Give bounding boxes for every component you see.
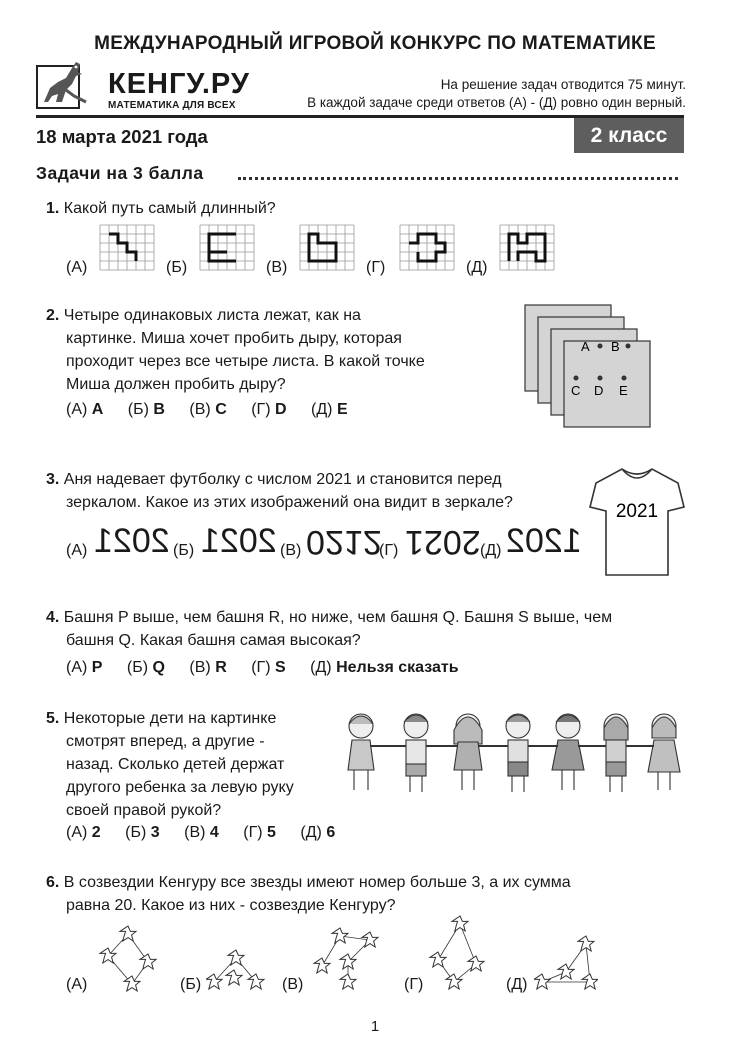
brand-name: КЕНГУ.РУ bbox=[108, 68, 250, 100]
q4-answers bbox=[66, 659, 459, 677]
question-2-line-1: Четыре одинаковых листа лежат, как на bbox=[63, 307, 361, 324]
question-5 bbox=[46, 707, 326, 822]
q3-tshirt bbox=[588, 465, 686, 580]
q6-option-c: (В) bbox=[282, 976, 304, 993]
q3-option-e-label: (Д) bbox=[480, 542, 502, 559]
q5-answer-e: 6 bbox=[326, 824, 336, 841]
q5-answer-c-label: (В) bbox=[184, 824, 206, 841]
q1-paths bbox=[66, 221, 686, 281]
q1-option-d: (Г) bbox=[366, 259, 386, 276]
q3-option-a-label: (А) bbox=[66, 542, 88, 559]
question-1-text: Какой путь самый длинный? bbox=[63, 200, 276, 217]
q2-sheets-figure bbox=[523, 303, 658, 431]
q5-answer-b-label: (Б) bbox=[125, 824, 147, 841]
question-4-number: 4. bbox=[46, 609, 60, 626]
question-5-line-1: Некоторые дети на картинке bbox=[63, 710, 277, 727]
q4-answer-a-label: (А) bbox=[66, 659, 88, 676]
question-2-number: 2. bbox=[46, 307, 60, 324]
q3-option-b-label: (Б) bbox=[173, 542, 195, 559]
question-5-line-4: другого ребенка за левую руку bbox=[66, 779, 294, 796]
question-1-number: 1. bbox=[46, 200, 60, 217]
q5-children-figure bbox=[336, 706, 686, 798]
q6-option-b: (Б) bbox=[180, 976, 202, 993]
q5-answer-e-label: (Д) bbox=[300, 824, 322, 841]
question-4-line-1: Башня P выше, чем башня R, но ниже, чем башня Q. Башня S выше, чем bbox=[63, 609, 613, 626]
q2-answer-e-label: (Д) bbox=[311, 401, 333, 418]
q3-option-b-figure: 2021 bbox=[201, 522, 277, 560]
q2-answer-c-label: (В) bbox=[189, 401, 211, 418]
kangaroo-logo bbox=[36, 58, 96, 110]
q5-answer-d: 5 bbox=[267, 824, 276, 841]
q1-option-c: (В) bbox=[266, 259, 288, 276]
q6-constellation-e bbox=[534, 932, 598, 992]
q4-answer-c: R bbox=[215, 659, 227, 676]
question-3-line-1: Аня надевает футболку с числом 2021 и становится перед bbox=[63, 471, 502, 488]
q1-path-c bbox=[296, 221, 356, 271]
q4-answer-e-label: (Д) bbox=[310, 659, 332, 676]
q2-answer-a-label: (А) bbox=[66, 401, 88, 418]
question-6-line-2: равна 20. Какое из них - созвездие Кенгуру? bbox=[66, 897, 396, 914]
q4-answer-a: P bbox=[91, 659, 103, 676]
page-number: 1 bbox=[370, 1018, 380, 1035]
q1-path-e bbox=[496, 221, 556, 271]
q1-path-b bbox=[196, 221, 256, 271]
q3-option-c-label: (В) bbox=[280, 542, 302, 559]
q3-option-a-figure: 2021 bbox=[94, 522, 170, 560]
q3-options bbox=[66, 522, 586, 562]
q1-option-b: (Б) bbox=[166, 259, 188, 276]
point-c-label: C bbox=[571, 383, 581, 398]
question-4 bbox=[46, 606, 706, 652]
point-e-label: E bbox=[619, 383, 628, 398]
q6-option-d: (Г) bbox=[404, 976, 424, 993]
q6-constellations bbox=[66, 920, 606, 1000]
q4-answer-d-label: (Г) bbox=[251, 659, 271, 676]
q2-answer-b: B bbox=[153, 401, 165, 418]
q2-answer-d-label: (Г) bbox=[251, 401, 271, 418]
question-2-line-3: проходит через все четыре листа. В какой точке bbox=[66, 353, 425, 370]
point-a-label: A bbox=[581, 339, 590, 354]
q3-option-d-figure: 2021 bbox=[405, 523, 481, 561]
rules-text bbox=[307, 76, 686, 112]
q6-option-e: (Д) bbox=[506, 976, 528, 993]
question-2-line-2: картинке. Миша хочет пробить дыру, которая bbox=[66, 330, 402, 347]
q5-answer-a-label: (А) bbox=[66, 824, 88, 841]
question-6-line-1: В созвездии Кенгуру все звезды имеют номер больше 3, а их сумма bbox=[63, 874, 571, 891]
question-1 bbox=[46, 197, 276, 220]
question-6 bbox=[46, 871, 706, 917]
question-3 bbox=[46, 468, 586, 514]
section-dotted-rule bbox=[238, 177, 678, 180]
q2-answer-c: C bbox=[215, 401, 227, 418]
q6-constellation-d bbox=[424, 914, 494, 994]
q4-answer-e: Нельзя сказать bbox=[336, 659, 459, 676]
rule-line-2: В каждой задаче среди ответов (А) - (Д) ровно один верный. bbox=[307, 95, 686, 110]
question-4-line-2: башня Q. Какая башня самая высокая? bbox=[66, 632, 361, 649]
q6-option-a: (А) bbox=[66, 976, 88, 993]
q4-answer-b: Q bbox=[152, 659, 165, 676]
section-title: Задачи на 3 балла bbox=[36, 163, 204, 183]
point-b-label: B bbox=[611, 339, 620, 354]
point-d-label: D bbox=[594, 383, 604, 398]
contest-title: МЕЖДУНАРОДНЫЙ ИГРОВОЙ КОНКУРС ПО МАТЕМАТИКЕ bbox=[94, 33, 656, 54]
question-3-number: 3. bbox=[46, 471, 60, 488]
question-2 bbox=[46, 304, 506, 396]
contest-date: 18 марта 2021 года bbox=[36, 126, 208, 147]
q2-answer-b-label: (Б) bbox=[127, 401, 149, 418]
brand-subtitle: МАТЕМАТИКА ДЛЯ ВСЕХ bbox=[108, 100, 236, 111]
q1-path-a bbox=[96, 221, 156, 271]
q2-answer-e: E bbox=[336, 401, 348, 418]
q5-answers bbox=[66, 824, 335, 842]
question-5-line-2: смотрят вперед, а другие - bbox=[66, 733, 265, 750]
rule-line-1: На решение задач отводится 75 минут. bbox=[440, 77, 686, 92]
q4-answer-b-label: (Б) bbox=[126, 659, 149, 676]
q5-answer-d-label: (Г) bbox=[243, 824, 263, 841]
q5-answer-b: 3 bbox=[150, 824, 160, 841]
q2-answer-d: D bbox=[275, 401, 287, 418]
q2-answer-a: A bbox=[91, 401, 104, 418]
q1-option-e: (Д) bbox=[466, 259, 488, 276]
q6-constellation-c bbox=[312, 920, 388, 996]
q4-answer-d: S bbox=[275, 659, 286, 676]
q1-option-a: (А) bbox=[66, 259, 88, 276]
q1-path-d bbox=[396, 221, 456, 271]
q5-answer-a: 2 bbox=[91, 824, 101, 841]
question-5-line-3: назад. Сколько детей держат bbox=[66, 756, 285, 773]
question-6-number: 6. bbox=[46, 874, 60, 891]
question-3-line-2: зеркалом. Какое из этих изображений она видит в зеркале? bbox=[66, 494, 513, 511]
q2-answers bbox=[66, 401, 348, 419]
q6-constellation-b bbox=[206, 942, 266, 992]
q3-option-e-figure: 1202 bbox=[506, 522, 582, 560]
grade-badge: 2 класс bbox=[574, 118, 684, 153]
q4-answer-c-label: (В) bbox=[189, 659, 211, 676]
question-5-line-5: своей правой рукой? bbox=[66, 802, 222, 819]
tshirt-number: 2021 bbox=[615, 501, 659, 522]
question-2-line-4: Миша должен пробить дыру? bbox=[66, 376, 286, 393]
q3-option-d-label: (Г) bbox=[379, 542, 399, 559]
q3-option-c-figure: 0212 bbox=[306, 523, 382, 561]
question-5-number: 5. bbox=[46, 710, 60, 727]
q5-answer-c: 4 bbox=[209, 824, 219, 841]
q6-constellation-a bbox=[94, 922, 164, 992]
